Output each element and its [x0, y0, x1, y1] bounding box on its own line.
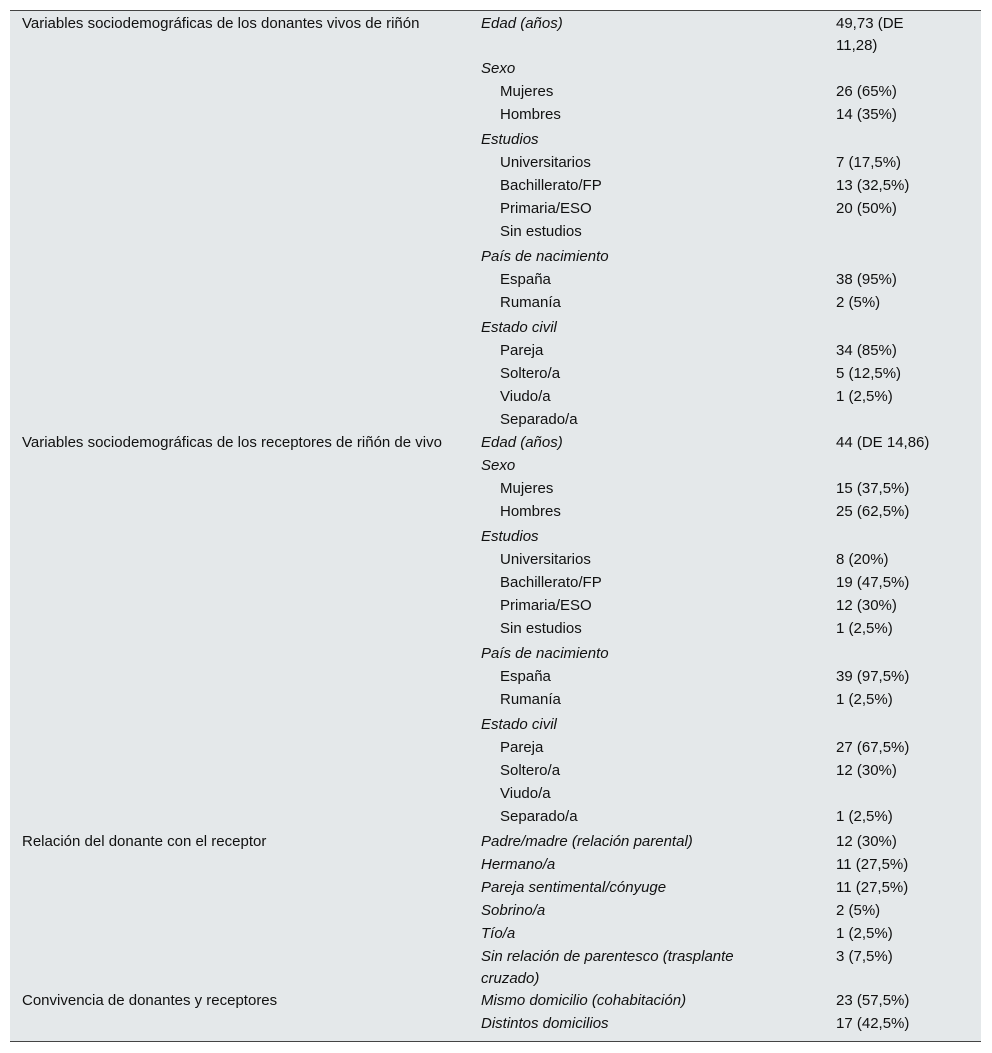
row-label: Sin estudios: [500, 620, 582, 637]
row-label: Soltero/a: [500, 762, 561, 779]
row-label: España: [500, 271, 551, 288]
category-label: Relación del donante con el receptor: [22, 833, 267, 850]
data-table: [10, 10, 981, 1042]
row-label: Universitarios: [500, 551, 591, 568]
table-row: [10, 198, 981, 221]
row-value: 13 (32,5%): [836, 177, 910, 194]
table-row: [10, 877, 981, 900]
row-value: 7 (17,5%): [836, 154, 902, 171]
row-label: Soltero/a: [500, 365, 561, 382]
category-label: Variables sociodemográficas de los receptores de riñón de vivo: [22, 434, 442, 451]
table-row: [10, 783, 981, 806]
row-label: Distintos domicilios: [481, 1015, 609, 1032]
table-row: [10, 432, 981, 455]
table-row: [10, 689, 981, 712]
row-value: 14 (35%): [836, 106, 897, 123]
table-row: [10, 58, 981, 81]
row-label: Primaria/ESO: [500, 597, 592, 614]
row-label: Sin relación de parentesco (trasplante cruzado): [481, 948, 734, 987]
table-row: [10, 409, 981, 432]
table-row: [10, 946, 981, 987]
row-value: 1 (2,5%): [836, 925, 893, 942]
row-label: Sexo: [481, 60, 516, 77]
row-label: Mujeres: [500, 480, 554, 497]
table-row: [10, 714, 981, 737]
table-row: [10, 478, 981, 501]
category-label: Convivencia de donantes y receptores: [22, 992, 278, 1009]
row-value: 44 (DE 14,86): [836, 434, 930, 451]
row-value: 12 (30%): [836, 833, 897, 850]
table-row: [10, 81, 981, 104]
table-row: [10, 666, 981, 689]
row-value: 34 (85%): [836, 342, 897, 359]
table-row: [10, 806, 981, 829]
row-label: Pareja: [500, 739, 544, 756]
table-row: [10, 549, 981, 572]
row-label: Bachillerato/FP: [500, 574, 602, 591]
row-value: 11 (27,5%): [836, 856, 909, 873]
table-row: [10, 595, 981, 618]
row-label: Hermano/a: [481, 856, 556, 873]
row-label: Pareja sentimental/cónyuge: [481, 879, 667, 896]
table-row: [10, 363, 981, 386]
row-value: 27 (67,5%): [836, 739, 910, 756]
table-row: [10, 643, 981, 666]
table-row: [10, 386, 981, 409]
table-row: [10, 104, 981, 127]
row-value: 12 (30%): [836, 762, 897, 779]
category-label: Variables sociodemográficas de los donantes vivos de riñón: [22, 15, 420, 32]
row-label: España: [500, 668, 551, 685]
table-row: [10, 831, 981, 854]
table-row: [10, 1013, 981, 1036]
table-row: [10, 990, 981, 1013]
row-label: Edad (años): [481, 15, 563, 32]
table-row: [10, 269, 981, 292]
table-row: [10, 246, 981, 269]
row-value: 11 (27,5%): [836, 879, 909, 896]
table-row: [10, 501, 981, 524]
row-label: País de nacimiento: [481, 248, 609, 265]
table-row: [10, 175, 981, 198]
table-row: [10, 854, 981, 877]
row-label: Separado/a: [500, 808, 578, 825]
row-value: 1 (2,5%): [836, 808, 893, 825]
row-label: Hombres: [500, 106, 561, 123]
table-row: [10, 13, 981, 54]
row-label: Estado civil: [481, 319, 557, 336]
row-label: Estudios: [481, 528, 539, 545]
row-label: Sexo: [481, 457, 516, 474]
row-value: 20 (50%): [836, 200, 897, 217]
row-value: 17 (42,5%): [836, 1015, 910, 1032]
row-value: 5 (12,5%): [836, 365, 902, 382]
row-value: 39 (97,5%): [836, 668, 910, 685]
table-row: [10, 737, 981, 760]
row-value: 12 (30%): [836, 597, 897, 614]
row-label: Mismo domicilio (cohabitación): [481, 992, 687, 1009]
row-value: 1 (2,5%): [836, 388, 893, 405]
row-label: Viudo/a: [500, 785, 551, 802]
row-label: Primaria/ESO: [500, 200, 592, 217]
row-value: 38 (95%): [836, 271, 897, 288]
table-row: [10, 317, 981, 340]
row-label: Estado civil: [481, 716, 557, 733]
row-value: 2 (5%): [836, 902, 881, 919]
row-value: 2 (5%): [836, 294, 881, 311]
row-value: 3 (7,5%): [836, 948, 893, 965]
row-label: Rumanía: [500, 691, 561, 708]
row-label: Edad (años): [481, 434, 563, 451]
table-row: [10, 292, 981, 315]
row-label: Separado/a: [500, 411, 578, 428]
table-row: [10, 618, 981, 641]
row-value: 15 (37,5%): [836, 480, 910, 497]
row-label: Tío/a: [481, 925, 516, 942]
table-row: [10, 900, 981, 923]
row-label: Bachillerato/FP: [500, 177, 602, 194]
row-label: Viudo/a: [500, 388, 551, 405]
row-value: 49,73 (DE 11,28): [836, 15, 904, 54]
row-label: País de nacimiento: [481, 645, 609, 662]
row-value: 26 (65%): [836, 83, 897, 100]
table-row: [10, 152, 981, 175]
row-value: 8 (20%): [836, 551, 889, 568]
table-row: [10, 221, 981, 244]
row-value: 23 (57,5%): [836, 992, 910, 1009]
table-row: [10, 340, 981, 363]
row-label: Universitarios: [500, 154, 591, 171]
row-value: 1 (2,5%): [836, 620, 893, 637]
row-value: 1 (2,5%): [836, 691, 893, 708]
row-label: Estudios: [481, 131, 539, 148]
row-label: Rumanía: [500, 294, 561, 311]
row-value: 25 (62,5%): [836, 503, 910, 520]
row-label: Mujeres: [500, 83, 554, 100]
table-row: [10, 526, 981, 549]
row-label: Padre/madre (relación parental): [481, 833, 693, 850]
row-label: Sin estudios: [500, 223, 582, 240]
row-value: 19 (47,5%): [836, 574, 910, 591]
table-row: [10, 923, 981, 946]
row-label: Hombres: [500, 503, 561, 520]
table-row: [10, 760, 981, 783]
table-row: [10, 129, 981, 152]
row-label: Pareja: [500, 342, 544, 359]
table-row: [10, 455, 981, 478]
table-row: [10, 572, 981, 595]
row-label: Sobrino/a: [481, 902, 546, 919]
